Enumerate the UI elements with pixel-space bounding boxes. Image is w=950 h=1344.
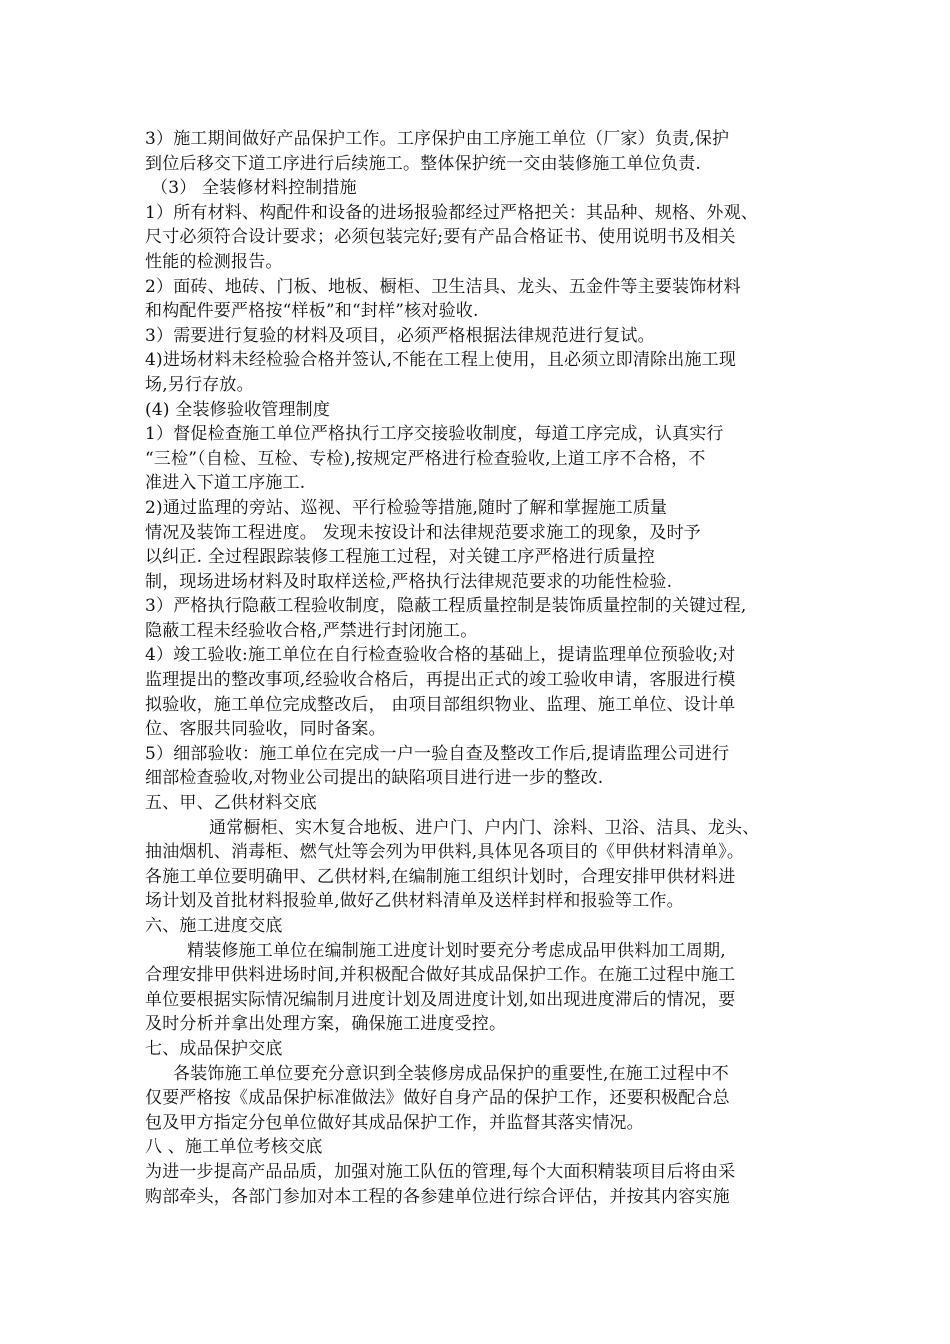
body-line: 3）施工期间做好产品保护工作。工序保护由工序施工单位（厂家）负责,保护 xyxy=(145,129,730,149)
body-line: 细部检查验收,对物业公司提出的缺陷项目进行进一步的整改. xyxy=(145,768,604,789)
body-line: 仅要严格按《成品保护标准做法》做好自身产品的保护工作，还要积极配合总 xyxy=(145,1088,730,1109)
body-line: 购部牵头，各部门参加对本工程的各参建单位进行综合评估，并按其内容实施 xyxy=(145,1186,730,1207)
body-line: 以纠正. 全过程跟踪装修工程施工过程，对关键工序严格进行质量控 xyxy=(145,547,656,568)
paragraph-first-line: 各装饰施工单位要充分意识到全装修房成品保护的重要性,在施工过程中不 xyxy=(173,1063,730,1084)
body-line: 监理提出的整改事项,经验收合格后，再提出正式的竣工验收申请，客服进行模 xyxy=(145,670,736,691)
section-heading: 五、甲、乙供材料交底 xyxy=(145,793,317,814)
body-line: 到位后移交下道工序进行后续施工。整体保护统一交由装修施工单位负责. xyxy=(145,153,702,174)
body-line: 和构配件要严格按“样板”和“封样”核对验收. xyxy=(145,301,479,322)
body-line: 3）严格执行隐蔽工程验收制度，隐蔽工程质量控制是装饰质量控制的关键过程, xyxy=(145,596,747,617)
body-line: 5）细部验收：施工单位在完成一户一验自查及整改工作后,提请监理公司进行 xyxy=(145,743,730,764)
body-line: 各施工单位要明确甲、乙供材料,在编制施工组织计划时，合理安排甲供材料进 xyxy=(145,866,736,887)
body-line: 情况及装饰工程进度。 发现未按设计和法律规范要求施工的现象，及时予 xyxy=(145,522,702,543)
body-line: 1）所有材料、构配件和设备的进场报验都经过严格把关：其品种、规格、外观、 xyxy=(145,202,759,223)
body-line: 单位要根据实际情况编制月进度计划及周进度计划,如出现进度滞后的情况，要 xyxy=(145,989,736,1010)
section-heading: (4) 全装修验收管理制度 xyxy=(145,399,331,420)
body-line: 4)进场材料未经检验合格并签认,不能在工程上使用，且必须立即清除出施工现 xyxy=(145,350,737,371)
body-line: 及时分析并拿出处理方案，确保施工进度受控。 xyxy=(145,1014,507,1035)
body-line: 准进入下道工序施工. xyxy=(145,473,306,494)
body-line: 1）督促检查施工单位严格执行工序交接验收制度，每道工序完成，认真实行 xyxy=(145,424,724,445)
body-line: 位、客服共同验收，同时备案。 xyxy=(145,719,386,740)
body-line: 4）竣工验收:施工单位在自行检查验收合格的基础上，提请监理单位预验收;对 xyxy=(145,645,736,666)
paragraph-first-line: 精装修施工单位在编制施工进度计划时要充分考虑成品甲供料加工周期, xyxy=(187,940,726,961)
body-line: 抽油烟机、消毒柜、燃气灶等会列为甲供料,具体见各项目的《甲供材料清单》。 xyxy=(145,842,745,863)
body-line: 2）面砖、地砖、门板、地板、橱柜、卫生洁具、龙头、五金件等主要装饰材料 xyxy=(145,276,741,297)
body-line: 为进一步提高产品品质，加强对施工队伍的管理,每个大面积精装项目后将由采 xyxy=(145,1161,736,1182)
body-line: 隐蔽工程未经验收合格,严禁进行封闭施工。 xyxy=(145,620,478,641)
body-line: 2)通过监理的旁站、巡视、平行检验等措施,随时了解和掌握施工质量 xyxy=(145,497,668,518)
body-line: 场计划及首批材料报验单,做好乙供材料清单及送样封样和报验等工作。 xyxy=(145,891,684,912)
body-line: 性能的检测报告。 xyxy=(145,251,283,272)
document-body xyxy=(145,127,835,1209)
body-line: 制，现场进场材料及时取样送检,严格执行法律规范要求的功能性检验. xyxy=(145,571,673,592)
section-heading: （3） 全装修材料控制措施 xyxy=(151,178,357,199)
section-heading: 八 、施工单位考核交底 xyxy=(145,1137,323,1158)
section-heading: 六、施工进度交底 xyxy=(145,916,283,936)
section-heading: 七、成品保护交底 xyxy=(145,1038,283,1059)
body-line: 场,另行存放。 xyxy=(145,374,254,395)
paragraph-first-line: 通常橱柜、实木复合地板、进户门、户内门、涂料、卫浴、洁具、龙头、 xyxy=(209,817,760,838)
body-line: 拟验收，施工单位完成整改后， 由项目部组织物业、监理、施工单位、设计单 xyxy=(145,694,736,715)
body-line: 3）需要进行复验的材料及项目，必须严格根据法律规范进行复试。 xyxy=(145,325,655,346)
body-line: “三检”（自检、互检、专检),按规定严格进行检查验收,上道工序不合格，不 xyxy=(145,448,706,469)
body-line: 尺寸必须符合设计要求；必须包装完好;要有产品合格证书、使用说明书及相关 xyxy=(145,227,736,248)
body-line: 合理安排甲供料进场时间,并积极配合做好其成品保护工作。在施工过程中施工 xyxy=(145,965,736,986)
body-line: 包及甲方指定分包单位做好其成品保护工作，并监督其落实情况。 xyxy=(145,1112,644,1133)
